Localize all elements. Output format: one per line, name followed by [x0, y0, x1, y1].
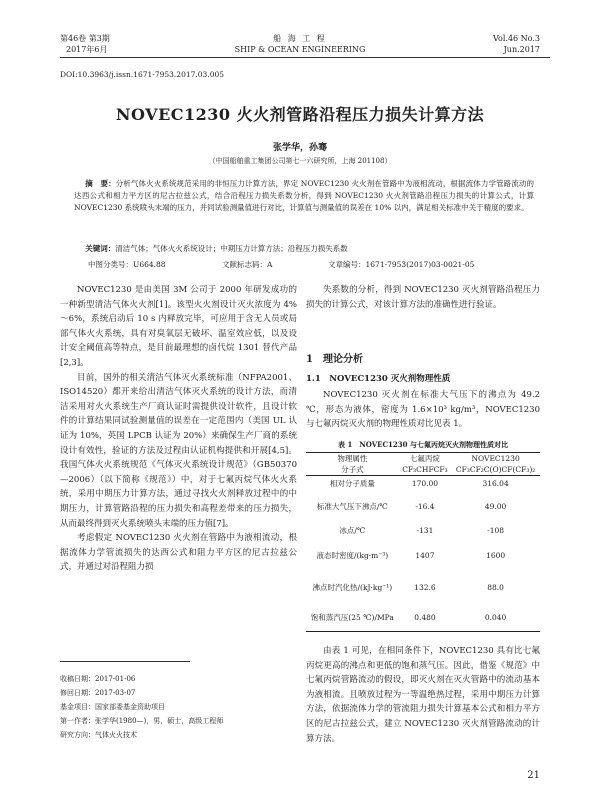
- right-column-top: [306, 283, 540, 312]
- table-header-cell: CF₃CF₂C(O)CF(CF₃)₂: [455, 465, 536, 474]
- table-cell: -16.4: [415, 502, 435, 511]
- footnote-revised: 修回日期：2017-03-07: [60, 689, 136, 697]
- table-row: [306, 492, 540, 522]
- abstract-text: 分析气体火火系统规范采用的非恒压力计算方法，界定 NOVEC1230 火火剂在管路中为液相流动，根据流体力学管路流动的达西公式和相力平方区的尼古拉兹公式，结合沿程压力损失系数分析，得到 NOVEC1230 火火剂管路沿程压力损失的计算公式，计算 NOVEC1230 系统喷头末端的压力，并同试验测量值进行对比，计算值与测量值的误差在 10% 以内，满足相关标准中关于精度的要求。: [74, 179, 535, 212]
- abstract: [74, 178, 534, 214]
- table-cell: 316.04: [482, 479, 509, 489]
- table-row: [306, 522, 540, 540]
- table-cell: 132.6: [414, 583, 436, 592]
- table-row: [306, 572, 540, 604]
- table-cell: 1600: [486, 551, 506, 560]
- left-paragraph-1: NOVEC1230 是由美国 3M 公司于 2000 年研发成功的一种新型清洁气体火火剂[1]。该型火火剂设计灭火浓度为 4%～6%，系统启动后 10 s 内释放完毕，可应用于含无人员或局部气体火火系统，具有对臭氧层无破坏、温室效应低，以及设计安全阈值高等特点，是目前最理想的卤代烷 1301 替代产品[2,3]。: [60, 285, 297, 368]
- left-column: [60, 283, 297, 575]
- section-1-heading: 1 理论分析: [306, 354, 363, 365]
- footnote-field: 研究方向：气体火火技术: [60, 731, 137, 739]
- document-code: 文献标志码：A: [222, 260, 273, 269]
- table-cell: 0.480: [414, 612, 436, 622]
- table-cell: 饱和蒸汽压(25 ℃)/MPa: [310, 612, 394, 622]
- section-1-1-heading: 1.1 NOVEC1230 灭火剂物理性质: [306, 374, 451, 384]
- paper-title: NOVEC1230 火火剂管路沿程压力损失计算方法: [115, 105, 485, 124]
- left-paragraph-2: 目前，国外的相关清洁气体灭火系统标准（NFPA2001、ISO14520）都开来给出清洁气体灭火系统的设计方法，而清洁采用对火火系统生产厂商认证时需提供设计软件，且设计软件的计算结果同试验测量值的误差在一定范围内（美国 UL 认证为 10%，英国 LPCB 认证为 20%）来确保生产厂商的系统设计有效性，验证的方法及过程由认证机构提供和开展[4,5]。我国气体火火系统规范《气体灭火系统设计规范》（GB50370—2006）（以下简称《规范》）中，对于七氟丙烷气体火火系统，采用中期压力计算方法，通过寻找火火剂释放过程中的中期压力，计算管路沿程的压力损失和高程差带来的压力损失，从而最终得到灭火系统喷头末端的压力值[7]。: [60, 372, 297, 529]
- header-journal-cn: 船 海 工 程: [273, 34, 327, 43]
- footnote-received: 收稿日期：2017-01-06: [60, 675, 136, 683]
- table-header-cell: CF₃CHFCF₃: [402, 465, 448, 474]
- article-number: 文章编号：1671-7953(2017)03-0021-05: [328, 260, 475, 269]
- table-header-cell: 分子式: [341, 465, 364, 474]
- table-header-cell: 物理属性: [337, 454, 368, 463]
- keywords: [74, 243, 534, 254]
- table-1: [306, 452, 540, 632]
- table-1-caption: 表 1 NOVEC1230 与七氟丙烷灭火剂物理性质对比: [338, 440, 508, 449]
- table-cell: 88.0: [487, 583, 504, 592]
- left-paragraph-3: 考虑假定 NOVEC1230 火火剂在管路中为液相流动，根据流体力学管流损失的达西公式和阻力平方区的尼古拉兹公式，并通过对沿程阻力损: [60, 533, 297, 573]
- footnote-fund: 基金项目：国家部委基金资助项目: [60, 703, 165, 711]
- table-cell: 相对分子质量: [329, 479, 375, 489]
- table-row: [306, 476, 540, 492]
- table-row: [306, 540, 540, 572]
- right-column-mid: [306, 388, 540, 432]
- table-row: [306, 604, 540, 632]
- header-volume-en: Vol.46 No.3: [493, 34, 540, 43]
- table-cell: -108: [487, 526, 505, 535]
- table-cell: 冰点/℃: [339, 526, 366, 535]
- footnote-rule: [60, 661, 190, 662]
- doi: DOI:10.3963/j.issn.1671-7953.2017.03.005: [60, 70, 225, 79]
- table-cell: 标准大气压下沸点/℃: [316, 502, 388, 511]
- table-cell: 170.00: [411, 479, 439, 489]
- table-header-cell: 七氟丙烷: [409, 454, 440, 463]
- header-rule: [60, 57, 550, 58]
- table-cell: 1407: [415, 551, 435, 560]
- header-date-cn: 2017年6月: [66, 45, 108, 54]
- table-cell: 49.00: [484, 502, 507, 511]
- keywords-label: 关键词：: [85, 244, 116, 253]
- header-journal-en: SHIP & OCEAN ENGINEERING: [234, 45, 366, 54]
- right-column-bottom: [306, 644, 540, 746]
- right-paragraph-2: NOVEC1230 灭火剂在标准大气压下的沸点为 49.2 ℃，形态为液体，密度为 1.6×10³ kg/m³，NOVEC1230 与七氟丙烷灭火剂的物理性质对比见表 1。: [306, 390, 540, 430]
- right-paragraph-1: 失系数的分析，得到 NOVEC1230 灭火剂管路沿程压力损失的计算公式，对该计算方法的准确性进行验证。: [306, 285, 540, 310]
- right-paragraph-3: 由表 1 可见，在相同条件下，NOVEC1230 具有比七氟丙烷更高的沸点和更低的饱和蒸气压。因此，借鉴《规范》中七氟丙烷管路流动的假设，即灭火剂在灭火管路中的流动基本为液相流。且喷放过程为一等温绝热过程，采用中期压力计算方法，依据流体力学的管流阻力损失计算基本公式和相力平方区的尼古拉兹公式，建立 NOVEC1230 灭火剂管路流动的计算方法。: [306, 646, 540, 744]
- table-cell: 沸点时汽化热/(kJ·kg⁻¹): [312, 583, 393, 592]
- abstract-label: 摘 要：: [85, 179, 116, 188]
- table-header-cell: NOVEC1230: [471, 454, 520, 463]
- affiliation: （中国船舶重工集团公司第七一六研究所，上海 201108）: [208, 157, 392, 165]
- table-cell: 液态时密度/(kg·m⁻³): [316, 551, 389, 560]
- keywords-text: 清洁气体；气体火火系统设计；中期压力计算方法；沿程压力损失系数: [115, 244, 348, 253]
- footnote: [60, 672, 300, 742]
- header-volume-cn: 第46卷 第3期: [60, 34, 110, 43]
- table-cell: 0.040: [484, 612, 507, 622]
- header-date-en: Jun.2017: [503, 45, 540, 54]
- page-number: 21: [527, 770, 540, 781]
- table-cell: -131: [416, 526, 434, 535]
- class-number: 中图分类号：U664.88: [88, 260, 166, 269]
- authors: 张学华，孙骞: [272, 143, 327, 153]
- footnote-author: 第一作者：张学华(1980—)，男，硕士，高级工程师: [60, 717, 224, 725]
